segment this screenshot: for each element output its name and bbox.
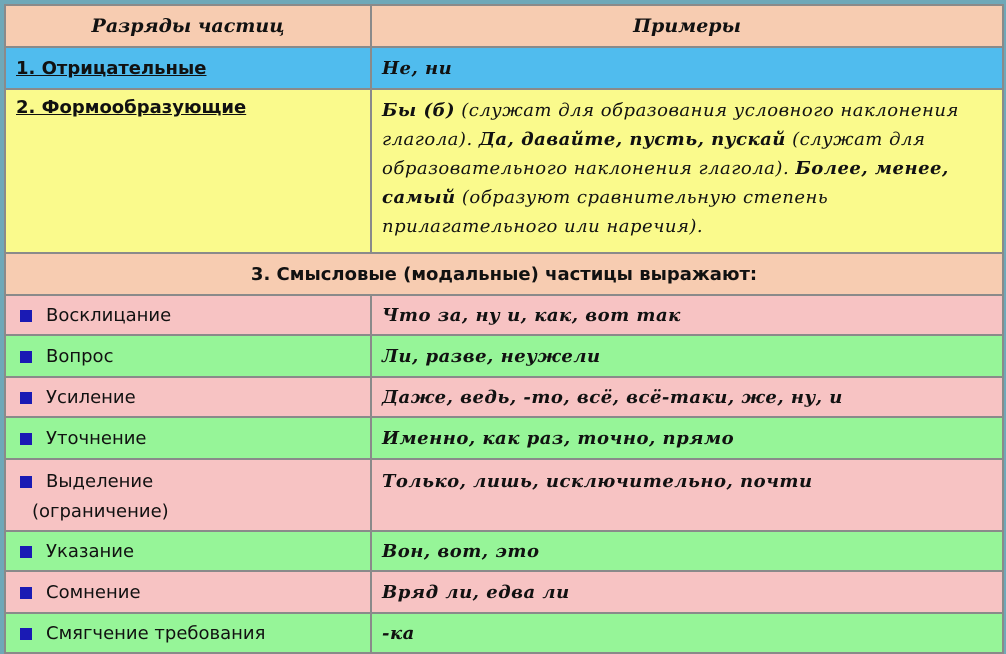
row-doubt: [5, 571, 1003, 613]
row-label: Указание: [46, 541, 135, 562]
formative-text-2: (служат для образовательного наклонения глагола).: [382, 129, 926, 179]
row-clarification: [5, 417, 1003, 459]
row-label: Восклицание: [46, 305, 172, 326]
row-question: [5, 335, 1003, 377]
row-indication: [5, 531, 1003, 571]
row-exclamation: [5, 295, 1003, 335]
formative-row: [5, 89, 1003, 253]
formative-bold-1: Бы (б): [382, 100, 455, 121]
particles-table-frame: [4, 4, 1002, 650]
row-label: Уточнение: [46, 428, 147, 449]
bullet-square-icon: [20, 628, 32, 640]
row-examples: Вряд ли, едва ли: [382, 582, 570, 603]
row-examples: Что за, ну и, как, вот так: [382, 305, 681, 326]
row-examples: Только, лишь, исключительно, почти: [382, 471, 813, 492]
formative-text-3: (образуют сравнительную степень прилагательного или наречия).: [382, 187, 829, 237]
header-examples: Примеры: [371, 5, 1003, 47]
row-label-sub: (ограничение): [32, 501, 169, 522]
bullet-square-icon: [20, 476, 32, 488]
row-examples: Именно, как раз, точно, прямо: [382, 428, 735, 449]
negative-label: 1. Отрицательные: [16, 58, 207, 79]
bullet-square-icon: [20, 587, 32, 599]
modal-header-row: [5, 253, 1003, 295]
row-examples: -ка: [382, 623, 415, 644]
bullet-square-icon: [20, 310, 32, 322]
bullet-square-icon: [20, 392, 32, 404]
bullet-square-icon: [20, 546, 32, 558]
negative-examples: Не, ни: [382, 58, 453, 79]
row-label: Выделение: [46, 471, 154, 492]
row-label: Усиление: [46, 387, 136, 408]
bullet-square-icon: [20, 433, 32, 445]
formative-examples: [371, 89, 1003, 253]
header-row: [5, 5, 1003, 47]
row-examples: Ли, разве, неужели: [382, 346, 601, 367]
particles-table: [4, 4, 1004, 654]
row-label: Сомнение: [46, 582, 141, 603]
row-examples: Даже, ведь, -то, всё, всё-таки, же, ну, и: [382, 387, 843, 408]
row-label: Вопрос: [46, 346, 114, 367]
formative-label: 2. Формообразующие: [16, 97, 247, 118]
row-selection: [5, 459, 1003, 531]
negative-row: [5, 47, 1003, 89]
formative-text-1: (служат для образования условного наклонения глагола).: [382, 100, 959, 150]
formative-bold-2: Да, давайте, пусть, пускай: [478, 129, 786, 150]
header-categories: Разряды частиц: [5, 5, 371, 47]
row-label: Смягчение требования: [46, 623, 266, 644]
bullet-square-icon: [20, 351, 32, 363]
row-intensification: [5, 377, 1003, 417]
row-softening: [5, 613, 1003, 653]
modal-header: 3. Смысловые (модальные) частицы выражают:: [5, 253, 1003, 295]
formative-bold-3: Более, менее, самый: [382, 158, 949, 208]
row-examples: Вон, вот, это: [382, 541, 540, 562]
